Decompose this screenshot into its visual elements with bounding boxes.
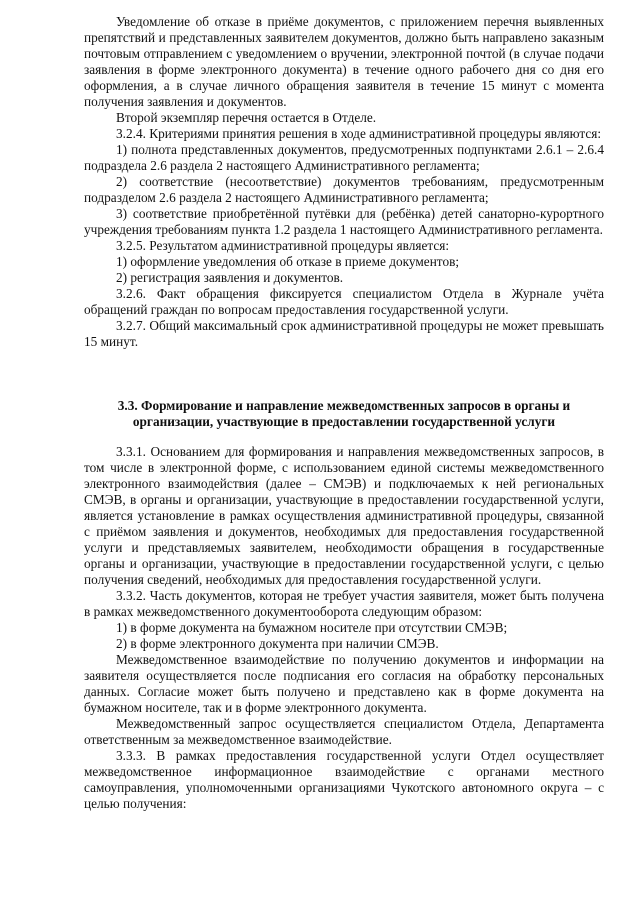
paragraph: Уведомление об отказе в приёме документов, с приложением перечня выявленных препятствий и представленных заявителем документов, должно быть направлено заказным почтовым отправлением с уведомлением о вручении, электронной почтой (в случае подачи заявления в форме электронного документа) в течение одного рабочего дня со дня его оформления, а в случае личного обращения заявителя в течение 15 минут с момента получения заявления и документов. bbox=[84, 14, 604, 109]
heading-line: 3.3. Формирование и направление межведомственных запросов в органы и bbox=[117, 398, 571, 413]
paragraph: 3.3.1. Основанием для формирования и направления межведомственных запросов, в том числе в электронной форме, с использованием единой системы межведомственного электронного взаимодействия (далее – СМЭВ) и подключаемых к ней региональных СМЭВ, в органы и организации, участвующие в предоставлении государственной услуги, является установление в рамках осуществления административной процедуры, связанной с приёмом заявления и документов, необходимых для предоставления государственной услуги и представляемых заявителем, необходимости обращения в государственные органы и организации, участвующие в предоставлении государственной услуги, с целью получения сведений, необходимых для предоставления государственной услуги. bbox=[84, 444, 604, 587]
paragraph: 3.3.3. В рамках предоставления государственной услуги Отдел осуществляет межведомственное информационное взаимодействие с органами местного самоуправления, уполномоченными организациями Чукотского автономного округа – с целью получения: bbox=[84, 748, 604, 811]
section-3-3-body bbox=[84, 444, 604, 812]
paragraph: 3.2.7. Общий максимальный срок административной процедуры не может превышать 15 минут. bbox=[84, 318, 604, 349]
list-item: 1) в форме документа на бумажном носителе при отсутствии СМЭВ; bbox=[116, 620, 508, 635]
paragraph: 3.2.4. Критериями принятия решения в ходе административной процедуры являются: bbox=[116, 126, 602, 141]
section-3-2-continuation bbox=[84, 14, 604, 350]
heading-line: организации, участвующие в предоставлении государственной услуги bbox=[132, 414, 556, 429]
list-item: 2) в форме электронного документа при наличии СМЭВ. bbox=[116, 636, 439, 651]
list-item: 3) соответствие приобретённой путёвки для (ребёнка) детей санаторно-курортного учреждения требованиям пункта 1.2 раздела 1 настоящего Административного регламента. bbox=[84, 206, 604, 237]
paragraph: 3.3.2. Часть документов, которая не требует участия заявителя, может быть получена в рамках межведомственного документооборота следующим образом: bbox=[84, 588, 604, 619]
paragraph: Межведомственное взаимодействие по получению документов и информации на заявителя осуществляется после подписания его согласия на обработку персональных данных. Согласие может быть получено и представлено как в форме документа на бумажном носителе, так и в форме электронного документа. bbox=[84, 652, 604, 715]
paragraph: Межведомственный запрос осуществляется специалистом Отдела, Департамента ответственным за межведомственное взаимодействие. bbox=[84, 716, 604, 747]
paragraph: Второй экземпляр перечня остается в Отделе. bbox=[116, 110, 377, 125]
section-heading-3-3 bbox=[84, 398, 604, 430]
list-item: 1) полнота представленных документов, предусмотренных подпунктами 2.6.1 – 2.6.4 подраздела 2.6 раздела 2 настоящего Административного регламента; bbox=[84, 142, 604, 173]
list-item: 1) оформление уведомления об отказе в приеме документов; bbox=[116, 254, 460, 269]
document-page bbox=[84, 14, 604, 812]
paragraph: 3.2.6. Факт обращения фиксируется специалистом Отдела в Журнале учёта обращений граждан по вопросам предоставления государственной услуги. bbox=[84, 286, 604, 317]
list-item: 2) соответствие (несоответствие) документов требованиям, предусмотренным подразделом 2.6 раздела 2 настоящего Административного регламента; bbox=[84, 174, 604, 205]
paragraph: 3.2.5. Результатом административной процедуры является: bbox=[116, 238, 450, 253]
list-item: 2) регистрация заявления и документов. bbox=[116, 270, 344, 285]
